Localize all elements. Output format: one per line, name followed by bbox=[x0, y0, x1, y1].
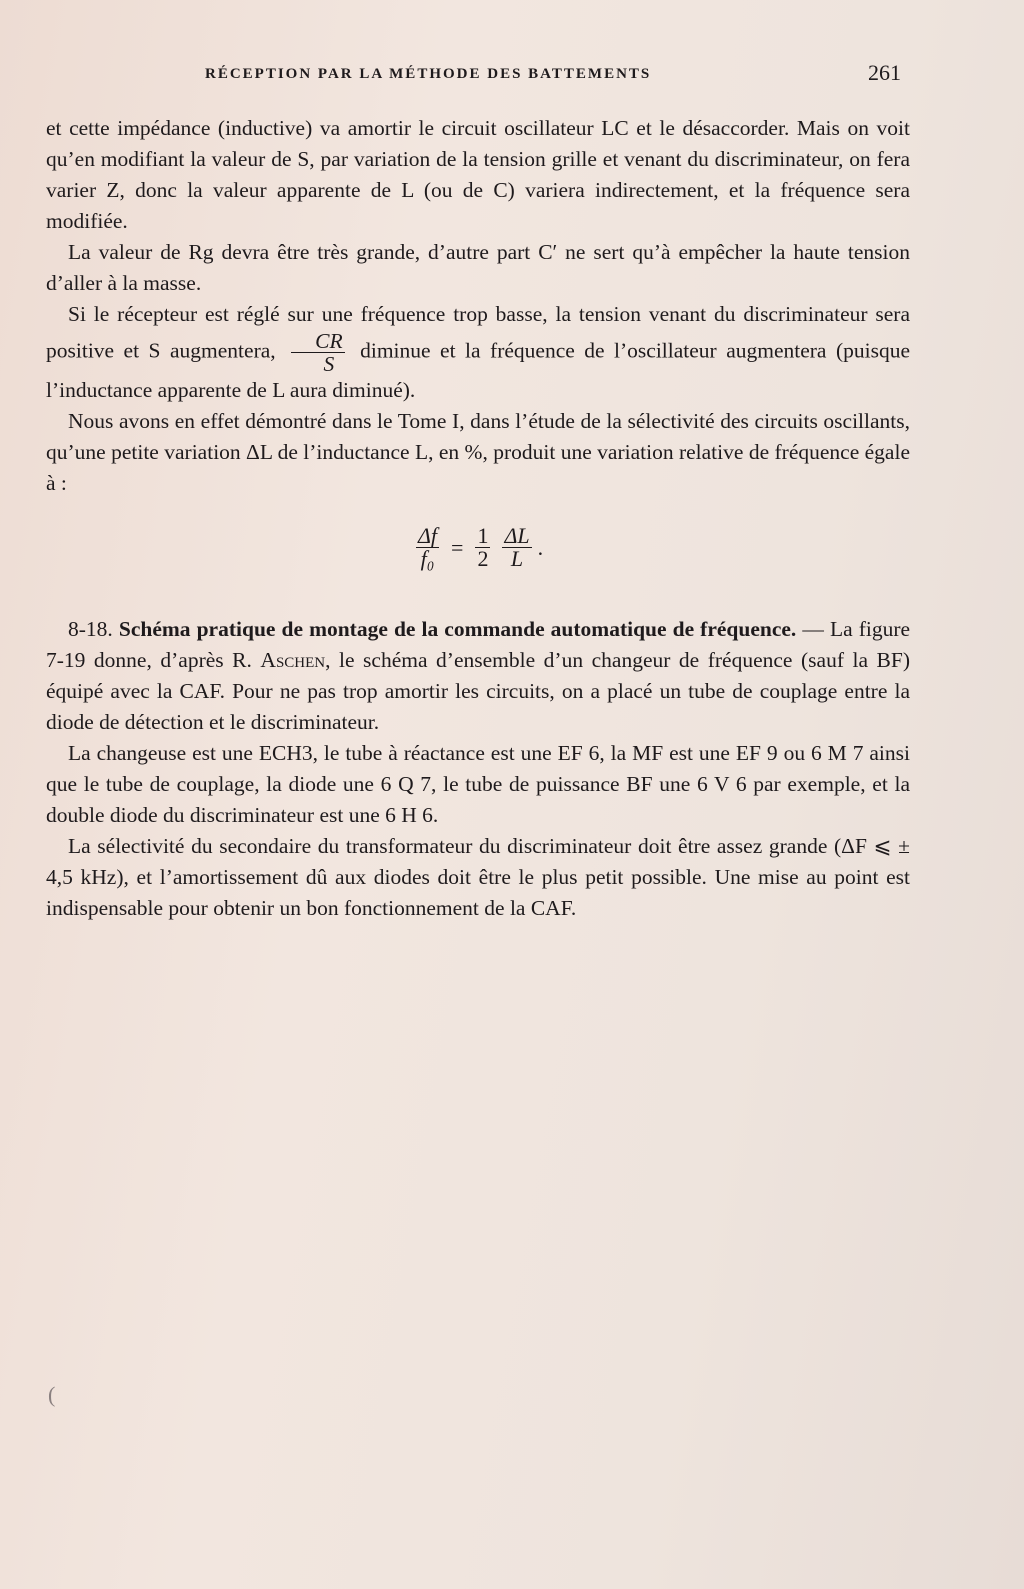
paragraph-5-lead: — La figure 7-19 donne, d’après R. bbox=[46, 617, 911, 672]
section-title: Schéma pratique de montage de la commande automatique de fréquence. bbox=[118, 617, 797, 641]
formula-rhs-den: L bbox=[510, 546, 524, 571]
margin-mark: ( bbox=[48, 1382, 56, 1407]
paragraph-3-after: diminue et la fréquence de l’oscillateur augmentera (puisque l’inductance apparente de L aura diminué). bbox=[46, 338, 911, 402]
formula-coef bbox=[475, 525, 490, 570]
formula-rhs bbox=[502, 525, 531, 570]
section-number: 8-18. bbox=[68, 617, 113, 641]
formula-lhs-num: Δf bbox=[418, 523, 438, 548]
section-8-18 bbox=[46, 614, 910, 738]
fraction-denominator: S bbox=[323, 352, 335, 376]
formula-period: . bbox=[537, 534, 544, 560]
formula-lhs bbox=[416, 525, 439, 570]
paragraph-6: La changeuse est une ECH3, le tube à réactance est une EF 6, la MF est une EF 9 ou 6 M 7 ainsi que le tube de couplage, la diode une 6 Q 7, le tube de puissance BF une 6 V 6 par exemple, et la double diode du discriminateur est une 6 H 6. bbox=[46, 741, 910, 827]
paragraph-3 bbox=[46, 299, 910, 406]
paragraph-5-rest: , le schéma d’ensemble d’un changeur de fréquence (sauf la BF) équipé avec la CAF. Pour ne pas trop amortir les circuits, on a placé un tube de couplage entre la diode de détection et le discriminateur. bbox=[46, 648, 910, 734]
paragraph-2: La valeur de Rg devra être très grande, d’autre part C′ ne sert qu’à empêcher la haute tension d’aller à la masse. bbox=[46, 240, 910, 295]
formula-equals: = bbox=[451, 534, 464, 560]
paragraph-1: et cette impédance (inductive) va amortir le circuit oscillateur LC et le désaccorder. Mais on voit qu’en modifiant la valeur de S, par variation de la tension grille et venant du discriminateur, on fera varier Z, donc la valeur apparente de L (ou de C) variera indirectement, et la fréquence sera modifiée. bbox=[46, 116, 910, 233]
formula-rhs-num: ΔL bbox=[504, 523, 530, 548]
fraction-cr-over-s bbox=[291, 330, 344, 375]
running-head: RÉCEPTION PAR LA MÉTHODE DES BATTEMENTS bbox=[205, 66, 652, 82]
paragraph-4: Nous avons en effet démontré dans le Tome I, dans l’étude de la sélectivité des circuits oscillants, qu’une petite variation ΔL de l’inductance L, en %, produit une variation relative de fréquence égale à : bbox=[46, 409, 910, 495]
formula-coef-num: 1 bbox=[477, 523, 489, 548]
frequency-formula bbox=[410, 525, 543, 570]
author-name: Aschen bbox=[260, 648, 326, 672]
paragraph-3-before: Si le récepteur est réglé sur une fréquence trop basse, la tension venant du discriminateur sera positive et S augmentera, bbox=[46, 302, 910, 363]
formula-lhs-den: f₀ bbox=[420, 546, 435, 571]
text-block-bottom bbox=[46, 614, 910, 924]
text-block-top bbox=[46, 113, 910, 499]
page-number: 261 bbox=[868, 60, 901, 85]
formula-coef-den: 2 bbox=[477, 546, 489, 571]
paragraph-7: La sélectivité du secondaire du transformateur du discriminateur doit être assez grande (ΔF ⩽ ± 4,5 kHz), et l’amortissement dû aux diodes doit être le plus petit possible. Une mise au point est indispensable pour obtenir un bon fonctionnement de la CAF. bbox=[46, 834, 910, 920]
fraction-numerator: CR bbox=[291, 330, 344, 353]
